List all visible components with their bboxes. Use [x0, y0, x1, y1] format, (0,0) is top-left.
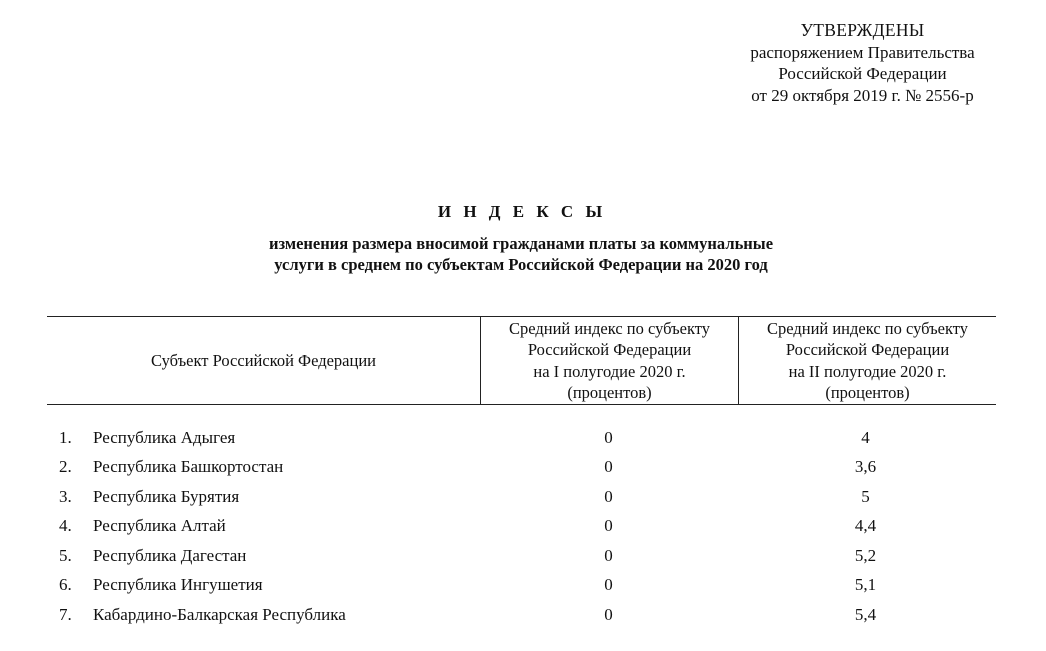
- row-subject: Республика Адыгея: [93, 427, 236, 447]
- table-row: [47, 571, 996, 601]
- row-first-half-value: 0: [604, 486, 613, 506]
- header-subject-label: Субъект Российской Федерации: [151, 350, 376, 370]
- subtitle-line-1: изменения размера вносимой гражданами платы за коммунальные: [268, 234, 774, 253]
- row-number: 3.: [59, 486, 72, 506]
- row-subject: Республика Башкортостан: [93, 457, 284, 477]
- row-first-half-value: 0: [604, 604, 613, 624]
- row-subject: Республика Ингушетия: [93, 575, 263, 595]
- header-second-half-label: Средний индекс по субъекту Российской Федерации на II полугодие 2020 г. (процентов): [766, 318, 969, 402]
- approval-line-1: распоряжением Правительства: [750, 42, 975, 62]
- row-subject: Кабардино-Балкарская Республика: [93, 604, 346, 624]
- approval-line-2: Российской Федерации: [778, 64, 947, 83]
- header-first-half: [481, 317, 739, 404]
- document-title-block: [0, 202, 1046, 275]
- row-number: 7.: [59, 604, 72, 624]
- row-second-half-value: 4: [861, 427, 870, 447]
- row-number: 1.: [59, 427, 72, 447]
- document-subtitle: [0, 233, 1046, 275]
- row-second-half-value: 5,1: [854, 575, 877, 595]
- table-row: [47, 423, 996, 453]
- header-subject: [47, 317, 481, 404]
- approval-stamp: [700, 20, 1025, 106]
- row-second-half-value: 3,6: [854, 457, 877, 477]
- table-row: [47, 600, 996, 630]
- row-second-half-value: 5: [861, 486, 870, 506]
- row-second-half-value: 5,2: [854, 545, 877, 565]
- row-second-half-value: 5,4: [854, 604, 877, 624]
- row-first-half-value: 0: [604, 457, 613, 477]
- row-first-half-value: 0: [604, 427, 613, 447]
- header-first-half-label: Средний индекс по субъекту Российской Федерации на I полугодие 2020 г. (процентов): [508, 318, 711, 402]
- row-first-half-value: 0: [604, 545, 613, 565]
- table-row: [47, 541, 996, 571]
- indices-table: [47, 316, 996, 630]
- subtitle-line-2: услуги в среднем по субъектам Российской Федерации на 2020 год: [274, 255, 768, 274]
- row-subject: Республика Алтай: [93, 516, 226, 536]
- table-row: [47, 453, 996, 483]
- table-header: [47, 316, 996, 405]
- header-second-half: [739, 317, 996, 404]
- row-number: 4.: [59, 516, 72, 536]
- row-number: 5.: [59, 545, 72, 565]
- row-subject: Республика Бурятия: [93, 486, 240, 506]
- approval-line-3: от 29 октября 2019 г. № 2556-р: [751, 85, 974, 105]
- table-row: [47, 512, 996, 542]
- table-body: [47, 423, 996, 630]
- row-subject: Республика Дагестан: [93, 545, 247, 565]
- table-row: [47, 482, 996, 512]
- approval-heading: УТВЕРЖДЕНЫ: [800, 20, 925, 40]
- row-number: 6.: [59, 575, 72, 595]
- row-second-half-value: 4,4: [854, 516, 877, 536]
- row-number: 2.: [59, 457, 72, 477]
- row-first-half-value: 0: [604, 516, 613, 536]
- row-first-half-value: 0: [604, 575, 613, 595]
- document-title: И Н Д Е К С Ы: [437, 202, 607, 221]
